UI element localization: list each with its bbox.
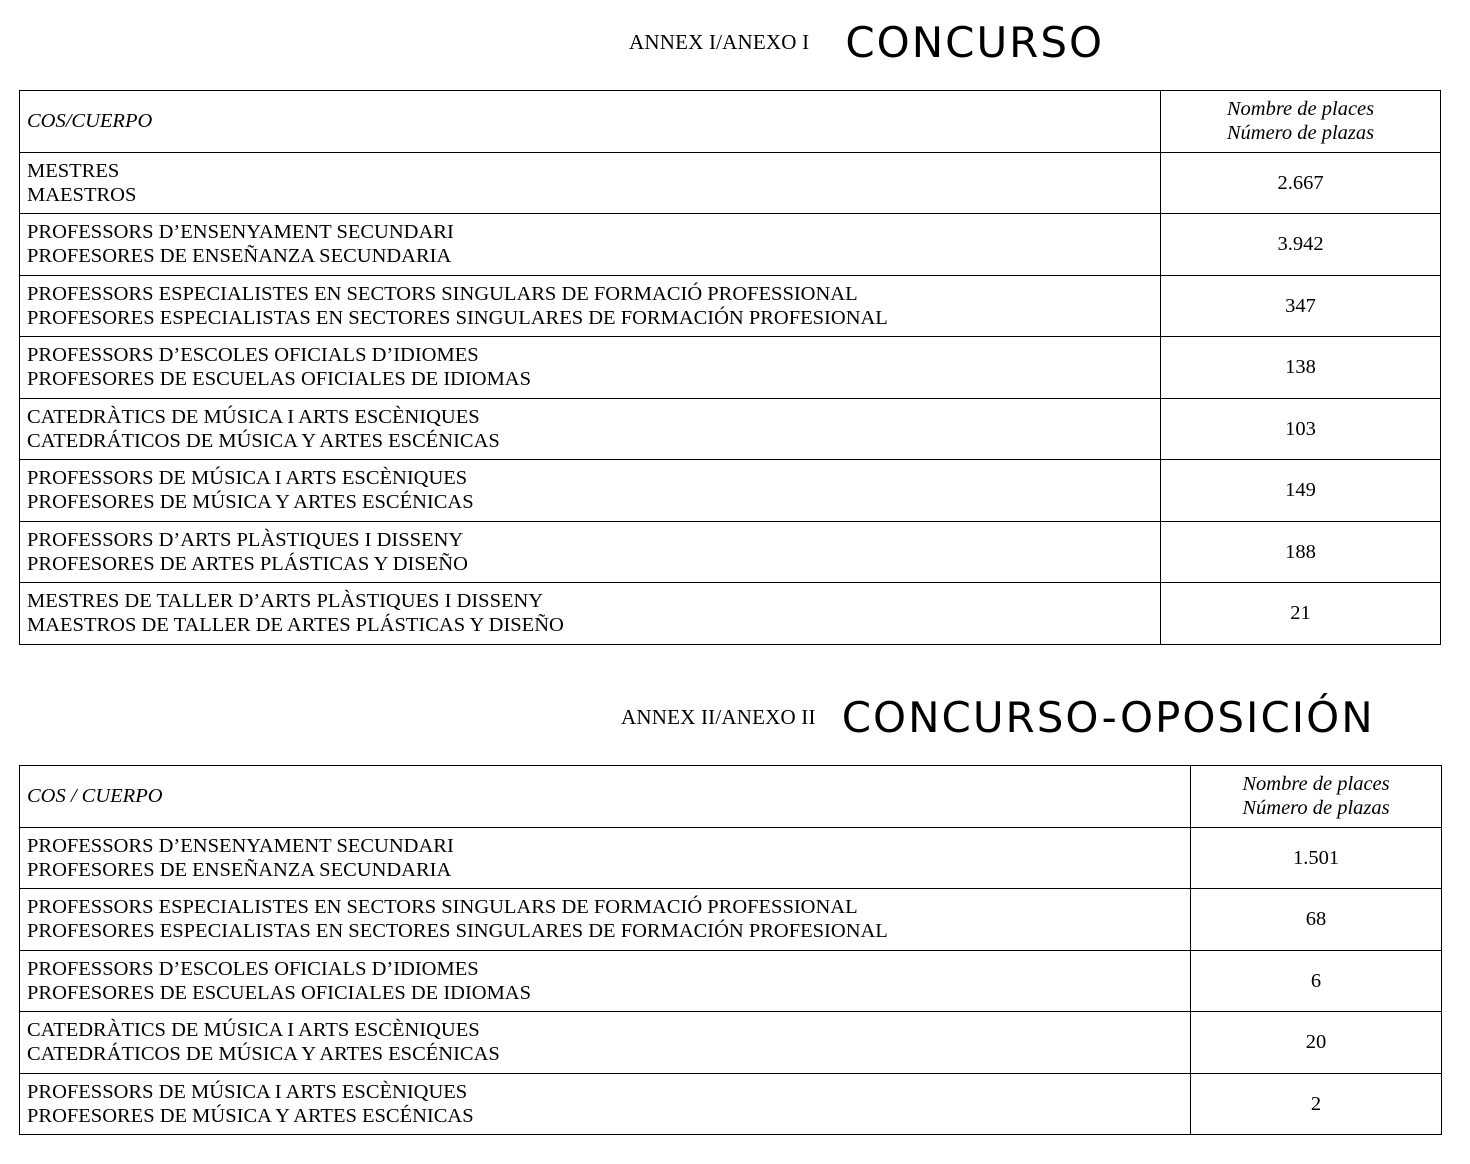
count-column-header-ca: Nombre de places — [1242, 773, 1390, 796]
body-name-spanish: MAESTROS DE TALLER DE ARTES PLÁSTICAS Y DISEÑO — [27, 614, 564, 637]
table-row — [20, 583, 1441, 645]
body-name-catalan: PROFESSORS DE MÚSICA I ARTS ESCÈNIQUES — [27, 467, 468, 490]
places-count-cell: 21 — [1161, 583, 1441, 645]
body-name-spanish: PROFESORES DE ENSEÑANZA SECUNDARIA — [27, 245, 452, 268]
table-row — [20, 398, 1441, 460]
body-name-catalan: PROFESSORS ESPECIALISTES EN SECTORS SINGULARS DE FORMACIÓ PROFESSIONAL — [27, 896, 858, 919]
body-name-catalan: MESTRES DE TALLER D’ARTS PLÀSTIQUES I DISSENY — [27, 590, 544, 613]
body-name-cell — [20, 214, 1161, 276]
table-row — [20, 950, 1442, 1012]
body-column-header — [20, 91, 1161, 153]
body-name-catalan: MESTRES — [27, 159, 120, 182]
table-row — [20, 152, 1441, 214]
body-name-spanish: CATEDRÁTICOS DE MÚSICA Y ARTES ESCÉNICAS — [27, 1043, 500, 1066]
annex-2-title: CONCURSO-OPOSICIÓN — [841, 693, 1375, 742]
body-column-header-label: COS / CUERPO — [27, 785, 163, 808]
body-name-spanish: PROFESORES DE MÚSICA Y ARTES ESCÉNICAS — [27, 491, 474, 514]
annex-1-heading — [629, 18, 1104, 67]
table-header-row — [20, 766, 1442, 828]
body-name-cell — [20, 152, 1161, 214]
table-row — [20, 521, 1441, 583]
count-column-header — [1191, 766, 1442, 828]
body-name-catalan: CATEDRÀTICS DE MÚSICA I ARTS ESCÈNIQUES — [27, 405, 480, 428]
table-row — [20, 275, 1441, 337]
places-count-cell: 68 — [1191, 889, 1442, 951]
annex-2-label: ANNEX II/ANEXO II — [621, 705, 816, 729]
count-column-header-ca: Nombre de places — [1226, 98, 1375, 121]
annex-1-title: CONCURSO — [845, 18, 1105, 67]
body-name-spanish: PROFESORES ESPECIALISTAS EN SECTORES SINGULARES DE FORMACIÓN PROFESIONAL — [27, 306, 888, 329]
body-name-cell — [20, 889, 1191, 951]
annex-2-table — [19, 765, 1442, 1135]
body-name-catalan: PROFESSORS D’ESCOLES OFICIALS D’IDIOMES — [27, 344, 479, 367]
places-count-cell: 138 — [1161, 337, 1441, 399]
body-name-cell — [20, 337, 1161, 399]
body-name-spanish: PROFESORES ESPECIALISTAS EN SECTORES SINGULARES DE FORMACIÓN PROFESIONAL — [27, 920, 888, 943]
places-count-cell: 1.501 — [1191, 827, 1442, 889]
body-name-spanish: PROFESORES DE ARTES PLÁSTICAS Y DISEÑO — [27, 552, 468, 575]
body-column-header-label: COS/CUERPO — [27, 110, 153, 133]
annex-2-heading — [621, 693, 1375, 742]
count-column-header — [1161, 91, 1441, 153]
count-column-header-es: Número de plazas — [1226, 122, 1375, 145]
table-header-row — [20, 91, 1441, 153]
places-count-cell: 6 — [1191, 950, 1442, 1012]
places-count-cell: 2 — [1191, 1073, 1442, 1135]
annex-1-table — [19, 90, 1441, 645]
body-name-cell — [20, 1012, 1191, 1074]
body-name-spanish: PROFESORES DE ESCUELAS OFICIALES DE IDIOMAS — [27, 981, 532, 1004]
body-name-cell — [20, 398, 1161, 460]
body-name-cell — [20, 275, 1161, 337]
annex-1-table-body — [20, 91, 1441, 645]
body-name-catalan: PROFESSORS D’ESCOLES OFICIALS D’IDIOMES — [27, 957, 479, 980]
table-row — [20, 214, 1441, 276]
body-name-spanish: CATEDRÁTICOS DE MÚSICA Y ARTES ESCÉNICAS — [27, 429, 500, 452]
table-row — [20, 460, 1441, 522]
table-row — [20, 337, 1441, 399]
table-row — [20, 1012, 1442, 1074]
body-name-catalan: PROFESSORS D’ARTS PLÀSTIQUES I DISSENY — [27, 528, 464, 551]
annex-2-table-body — [20, 766, 1442, 1135]
places-count-cell: 149 — [1161, 460, 1441, 522]
places-count-cell: 2.667 — [1161, 152, 1441, 214]
body-name-catalan: PROFESSORS ESPECIALISTES EN SECTORS SINGULARS DE FORMACIÓ PROFESSIONAL — [27, 282, 858, 305]
table-row — [20, 1073, 1442, 1135]
body-name-spanish: PROFESORES DE ENSEÑANZA SECUNDARIA — [27, 858, 452, 881]
body-name-cell — [20, 827, 1191, 889]
body-name-catalan: CATEDRÀTICS DE MÚSICA I ARTS ESCÈNIQUES — [27, 1019, 480, 1042]
table-row — [20, 827, 1442, 889]
places-count-cell: 20 — [1191, 1012, 1442, 1074]
body-column-header — [20, 766, 1191, 828]
body-name-spanish: PROFESORES DE MÚSICA Y ARTES ESCÉNICAS — [27, 1104, 474, 1127]
body-name-cell — [20, 583, 1161, 645]
places-count-cell: 347 — [1161, 275, 1441, 337]
body-name-cell — [20, 950, 1191, 1012]
body-name-cell — [20, 1073, 1191, 1135]
table-row — [20, 889, 1442, 951]
count-column-header-es: Número de plazas — [1242, 797, 1390, 820]
body-name-cell — [20, 460, 1161, 522]
body-name-catalan: PROFESSORS D’ENSENYAMENT SECUNDARI — [27, 221, 454, 244]
body-name-catalan: PROFESSORS DE MÚSICA I ARTS ESCÈNIQUES — [27, 1080, 468, 1103]
annex-1-label: ANNEX I/ANEXO I — [629, 30, 810, 54]
places-count-cell: 3.942 — [1161, 214, 1441, 276]
body-name-cell — [20, 521, 1161, 583]
places-count-cell: 188 — [1161, 521, 1441, 583]
body-name-spanish: MAESTROS — [27, 183, 137, 206]
body-name-catalan: PROFESSORS D’ENSENYAMENT SECUNDARI — [27, 834, 454, 857]
body-name-spanish: PROFESORES DE ESCUELAS OFICIALES DE IDIOMAS — [27, 368, 532, 391]
places-count-cell: 103 — [1161, 398, 1441, 460]
